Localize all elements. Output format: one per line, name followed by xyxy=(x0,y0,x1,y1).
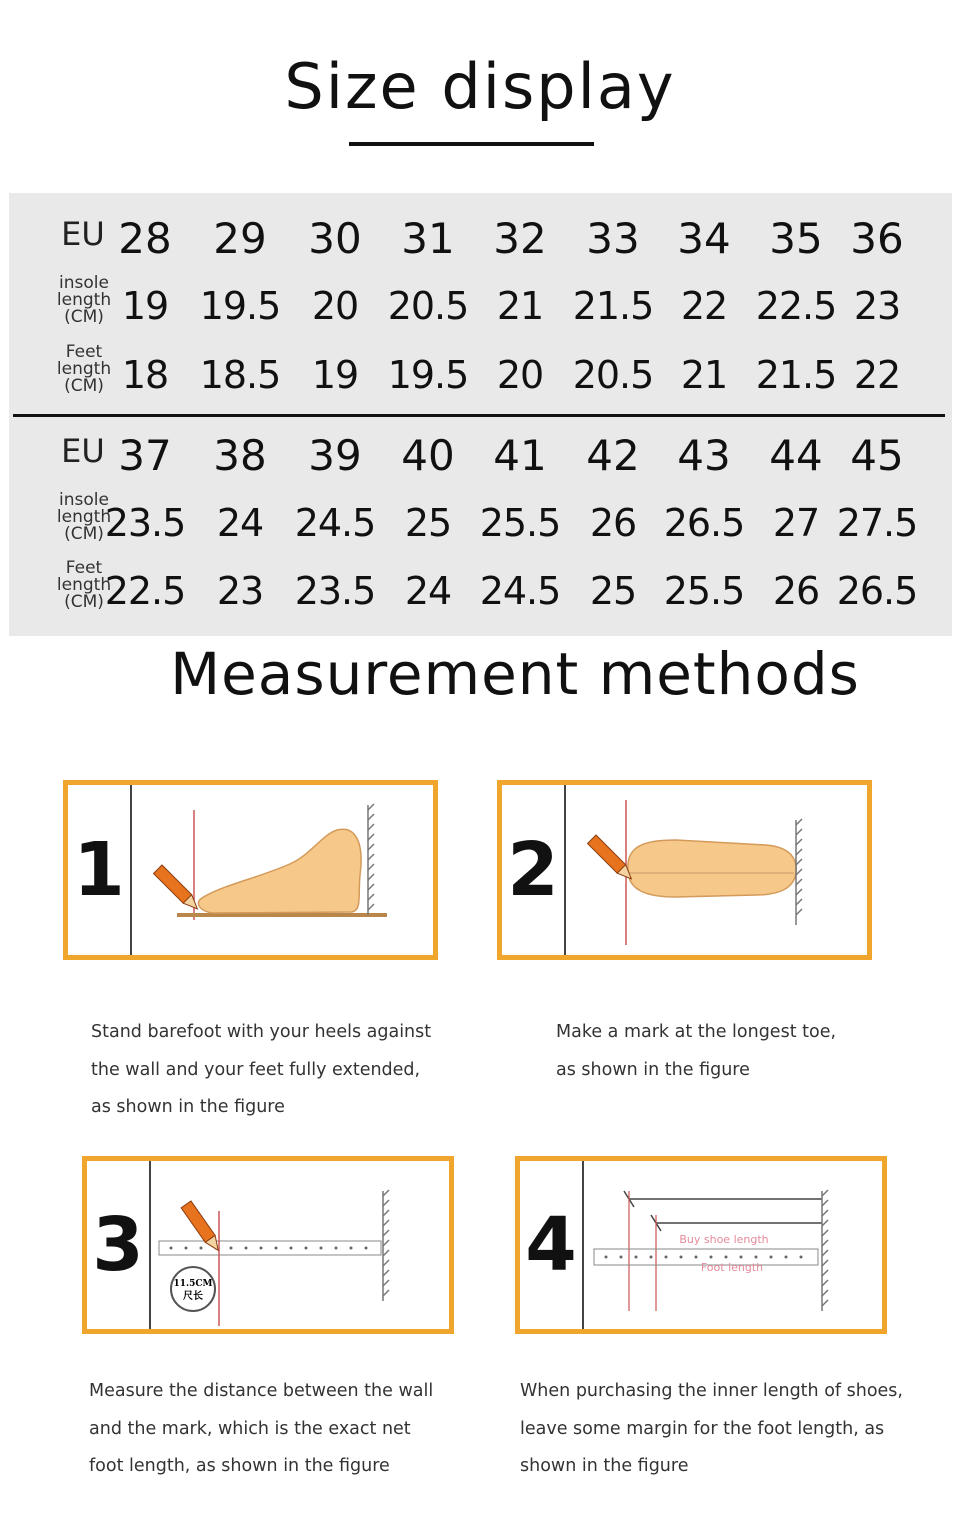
size-cell: 20.5 xyxy=(572,353,654,397)
step-1-description xyxy=(91,1014,431,1127)
size-cell: 25 xyxy=(589,569,637,613)
step-number: 1 xyxy=(68,785,132,955)
row-label-line: (CM) xyxy=(64,307,104,327)
size-cell: 35 xyxy=(769,214,823,263)
size-cell: 27 xyxy=(772,501,820,545)
size-cell: 22 xyxy=(853,353,901,397)
size-cell: 36 xyxy=(850,214,904,263)
row-label-line: length xyxy=(56,290,112,310)
size-cell: 23.5 xyxy=(104,501,186,545)
size-cell: 32 xyxy=(493,214,547,263)
badge-length: 11.5CM xyxy=(173,1279,213,1289)
size-cell: 21.5 xyxy=(755,353,837,397)
size-cell: 24 xyxy=(216,501,264,545)
size-cell: 22.5 xyxy=(104,569,186,613)
size-cell: 38 xyxy=(213,431,267,480)
size-cell: 24.5 xyxy=(479,569,561,613)
description-line: When purchasing the inner length of shoes, xyxy=(520,1381,903,1401)
section-title: Measurement methods xyxy=(170,640,860,708)
size-cell: 20.5 xyxy=(387,284,469,328)
row-label-line: insole xyxy=(59,273,109,293)
row-label-line: length xyxy=(56,575,112,595)
foot-top-with-pencil-icon xyxy=(566,785,866,955)
size-cell: 18 xyxy=(121,353,169,397)
size-cell: 23 xyxy=(216,569,264,613)
description-line: the wall and your feet fully extended, xyxy=(91,1059,421,1080)
description-line: shown in the figure xyxy=(520,1456,689,1476)
step-4-description xyxy=(520,1373,903,1486)
size-cell: 26 xyxy=(772,569,820,613)
size-cell: 45 xyxy=(850,431,904,480)
size-row-feet xyxy=(9,342,952,407)
foot-side-with-pencil-icon xyxy=(132,785,432,955)
row-label-eu: EU xyxy=(61,432,105,470)
row-label-line: (CM) xyxy=(64,592,104,612)
size-cell: 37 xyxy=(118,431,172,480)
step-number: 4 xyxy=(520,1161,584,1329)
size-cell: 19.5 xyxy=(387,353,469,397)
size-cell: 29 xyxy=(213,214,267,263)
size-cell: 19 xyxy=(311,353,359,397)
step-3-illustration xyxy=(82,1156,454,1334)
size-cell: 44 xyxy=(769,431,823,480)
size-cell: 24 xyxy=(404,569,452,613)
page-title: Size display xyxy=(284,50,676,123)
size-cell: 24.5 xyxy=(294,501,376,545)
size-cell: 41 xyxy=(493,431,547,480)
size-cell: 22 xyxy=(680,284,728,328)
size-cell: 26 xyxy=(589,501,637,545)
title-underline xyxy=(349,142,594,146)
size-cell: 40 xyxy=(401,431,455,480)
step-2-description xyxy=(556,1014,836,1089)
foot-length-label: Foot length xyxy=(700,1261,764,1274)
size-cell: 23 xyxy=(853,284,901,328)
size-row-eu xyxy=(9,427,952,487)
size-cell: 42 xyxy=(586,431,640,480)
size-cell: 18.5 xyxy=(199,353,281,397)
step-3-description xyxy=(89,1373,433,1486)
description-line: Stand barefoot with your heels against xyxy=(91,1022,432,1042)
buy-shoe-length-label: Buy shoe length xyxy=(679,1233,769,1246)
ruler-with-pencil-icon xyxy=(151,1161,451,1331)
row-label-line: Feet xyxy=(65,558,103,578)
ruler-comparison-icon xyxy=(584,1161,884,1331)
size-row-insole xyxy=(9,273,952,338)
step-number: 2 xyxy=(502,785,566,955)
table-divider xyxy=(13,414,945,417)
size-cell: 31 xyxy=(401,214,455,263)
description-line: Make a mark at the longest toe, xyxy=(556,1022,837,1042)
description-line: Measure the distance between the wall xyxy=(89,1381,434,1401)
badge-unit: 尺长 xyxy=(183,1291,203,1302)
size-cell: 20 xyxy=(311,284,359,328)
size-cell: 39 xyxy=(308,431,362,480)
size-cell: 19.5 xyxy=(199,284,281,328)
description-line: as shown in the figure xyxy=(556,1059,750,1080)
step-number: 3 xyxy=(87,1161,151,1329)
size-cell: 23.5 xyxy=(294,569,376,613)
size-cell: 21 xyxy=(680,353,728,397)
row-label-line: Feet xyxy=(65,342,103,362)
row-label-eu: EU xyxy=(61,215,105,253)
size-row-eu xyxy=(9,210,952,270)
size-row-feet xyxy=(9,558,952,623)
size-cell: 34 xyxy=(677,214,731,263)
row-label-line: (CM) xyxy=(64,524,104,544)
row-label-line: (CM) xyxy=(64,376,104,396)
step-2-illustration xyxy=(497,780,872,960)
description-line: and the mark, which is the exact net xyxy=(89,1418,411,1439)
size-cell: 21 xyxy=(496,284,544,328)
row-label-line: insole xyxy=(59,490,109,510)
step-4-illustration xyxy=(515,1156,887,1334)
size-cell: 27.5 xyxy=(836,501,918,545)
size-cell: 20 xyxy=(496,353,544,397)
size-cell: 26.5 xyxy=(663,501,745,545)
size-cell: 25.5 xyxy=(479,501,561,545)
size-cell: 33 xyxy=(586,214,640,263)
description-line: leave some margin for the foot length, as xyxy=(520,1418,885,1439)
size-cell: 28 xyxy=(118,214,172,263)
description-line: as shown in the figure xyxy=(91,1097,285,1117)
size-cell: 43 xyxy=(677,431,731,480)
size-row-insole xyxy=(9,490,952,555)
size-cell: 19 xyxy=(121,284,169,328)
step-1-illustration xyxy=(63,780,438,960)
row-label-line: length xyxy=(56,359,112,379)
size-cell: 21.5 xyxy=(572,284,654,328)
size-cell: 25.5 xyxy=(663,569,745,613)
row-label-line: length xyxy=(56,507,112,527)
size-cell: 25 xyxy=(404,501,452,545)
description-line: foot length, as shown in the figure xyxy=(89,1456,390,1476)
size-cell: 26.5 xyxy=(836,569,918,613)
size-cell: 30 xyxy=(308,214,362,263)
size-cell: 22.5 xyxy=(755,284,837,328)
